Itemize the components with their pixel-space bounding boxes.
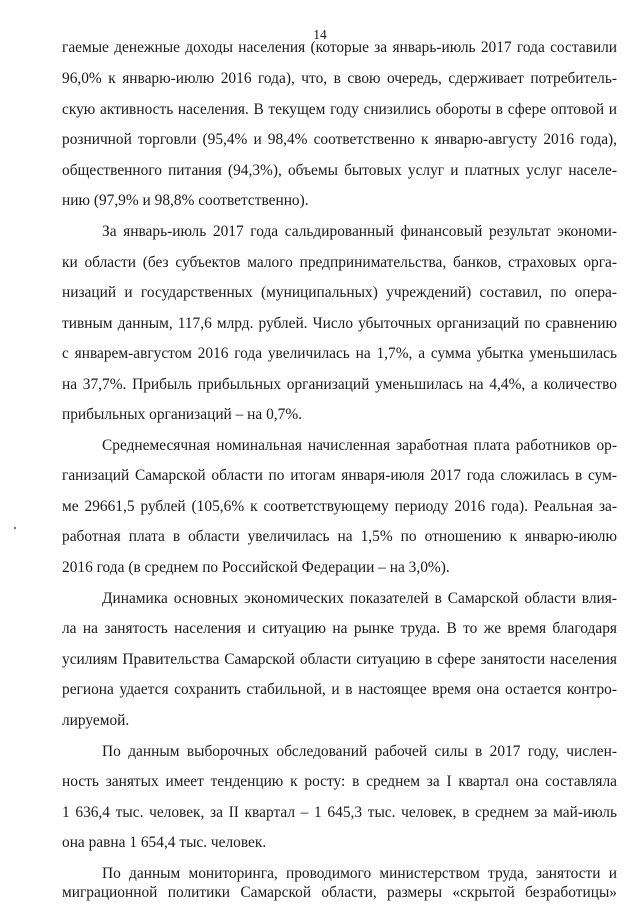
text-line: ганизаций Самарской области по итогам января-июля 2017 года сложилась в сум- [62,467,617,484]
text-line: По данным мониторинга, проводимого министерством труда, занятости и [102,865,617,882]
text-line: на 37,7%. Прибыль прибыльных организаций уменьшилась на 4,4%, а количество [62,376,617,393]
text-line: розничной торговли (95,4% и 98,4% соответственно к январю-августу 2016 года), [62,131,617,148]
text-line: региона удается сохранить стабильной, и в настоящее время она остается контро- [62,681,617,698]
text-line: 96,0% к январю-июлю 2016 года), что, в свою очередь, сдерживает потребитель- [62,70,617,87]
text-line: ла на занятость населения и ситуацию на рынке труда. В то же время благодаря [62,620,617,637]
text-line: гаемые денежные доходы населения (которые за январь-июль 2017 года составили [62,39,617,56]
text-line: нию (97,9% и 98,8% соответственно). [62,192,309,209]
text-line: По данным выборочных обследований рабочей силы в 2017 году, числен- [102,743,617,760]
text-line: За январь-июль 2017 года сальдированный финансовый результат экономи- [102,223,617,240]
text-line: лируемой. [62,712,130,729]
text-line: скую активность населения. В текущем году снизились обороты в сфере оптовой и [62,101,617,118]
text-line: работная плата в области увеличилась на 1,5% по отношению к январю-июлю [62,528,617,545]
text-line: миграционной политики Самарской области, размеры «скрытой безработицы» [62,884,617,901]
text-line: 2016 года (в среднем по Российской Федерации – на 3,0%). [62,559,450,576]
text-line: она равна 1 654,4 тыс. человек. [62,834,267,851]
text-line: с январем-августом 2016 года увеличилась на 1,7%, а сумма убытка уменьшилась [62,345,617,362]
page-number: 14 [313,27,327,42]
text-line: Динамика основных экономических показателей в Самарской области влия- [102,590,617,607]
text-line: низаций и государственных (муниципальных) учреждений) составил, по опера- [62,284,617,301]
text-line: Среднемесячная номинальная начисленная заработная плата работников ор- [102,437,617,454]
margin-mark [14,527,16,529]
text-line: общественного питания (94,3%), объемы бытовых услуг и платных услуг населе- [62,162,617,179]
text-line: 1 636,4 тыс. человек, за II квартал – 1 645,3 тыс. человек, в среднем за май-июль [62,804,617,821]
text-line: ме 29661,5 рублей (105,6% к соответствующему периоду 2016 года). Реальная за- [62,498,617,515]
text-line: ность занятых имеет тенденцию к росту: в среднем за I квартал она составляла [62,773,617,790]
text-line: тивным данным, 117,6 млрд. рублей. Число убыточных организаций по сравнению [62,315,617,332]
text-line: усилиям Правительства Самарской области ситуацию в сфере занятости населения [62,651,617,668]
text-line: ки области (без субъектов малого предпринимательства, банков, страховых орга- [62,254,617,271]
text-line: прибыльных организаций – на 0,7%. [62,406,302,423]
